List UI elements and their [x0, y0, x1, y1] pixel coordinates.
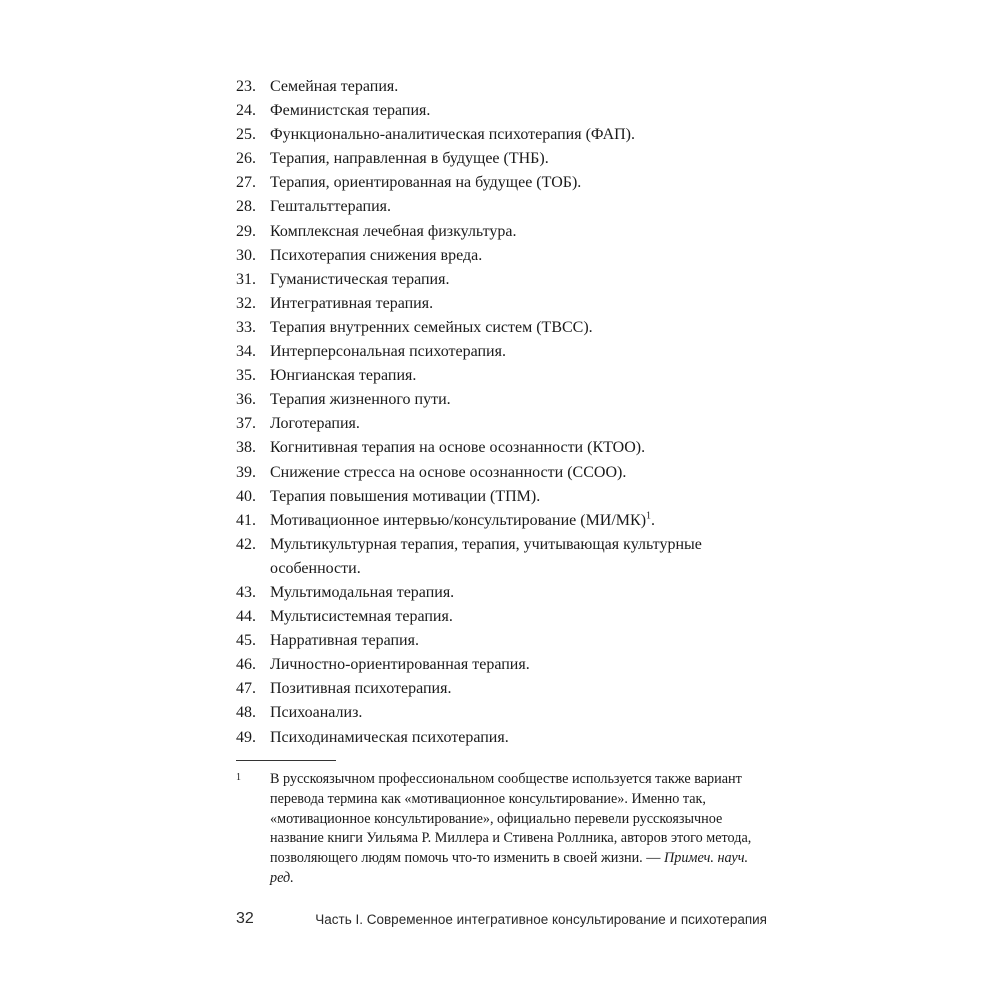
list-item-text	[270, 701, 776, 725]
list-item-label: Гуманистическая терапия.	[270, 270, 450, 288]
list-item-text	[270, 436, 776, 460]
list-item-text	[270, 171, 776, 195]
list-item-label: Юнгианская терапия.	[270, 367, 417, 385]
list-item-label: Личностно-ориентированная терапия.	[270, 656, 530, 674]
list-item-text	[270, 533, 776, 581]
list-item-label: Гештальттерапия.	[270, 198, 392, 216]
list-item-text	[270, 99, 776, 123]
list-item	[236, 316, 776, 340]
list-item	[236, 412, 776, 436]
list-item-label: Интегративная терапия.	[270, 294, 434, 312]
list-item-number: 48.	[236, 704, 256, 722]
list-item	[236, 509, 776, 533]
list-item	[236, 195, 776, 219]
list-item-label: Терапия внутренних семейных систем (ТВСС).	[270, 318, 593, 336]
footnote-rule	[236, 760, 336, 761]
list-item-label: Логотерапия.	[270, 415, 360, 433]
list-item-text	[270, 364, 776, 388]
list-item	[236, 171, 776, 195]
list-item-number: 23.	[236, 78, 256, 95]
list-item-number: 24.	[236, 102, 256, 120]
list-item-text	[270, 147, 776, 171]
list-item-number: 40.	[236, 487, 256, 505]
list-item-tail: .	[651, 511, 656, 529]
list-item-label: Мультикультурная терапия, терапия, учитывающая культурные особенности.	[270, 535, 702, 577]
list-item	[236, 147, 776, 171]
page-number: 32	[236, 910, 254, 927]
list-item-label: Терапия, ориентированная на будущее (ТОБ).	[270, 174, 582, 192]
list-item	[236, 220, 776, 244]
list-item-number: 28.	[236, 198, 256, 216]
list-item-label: Мультимодальная терапия.	[270, 583, 455, 601]
list-item	[236, 605, 776, 629]
list-item-number: 45.	[236, 632, 256, 650]
list-item-text	[270, 485, 776, 509]
list-item-label: Мотивационное интервью/консультирование (МИ/МК)	[270, 511, 647, 529]
list-item-text	[270, 75, 776, 99]
list-item-label: Психодинамическая психотерапия.	[270, 728, 509, 746]
list-item-number: 46.	[236, 656, 256, 674]
list-item-label: Снижение стресса на основе осознанности (ССОО).	[270, 463, 627, 481]
list-item-text	[270, 340, 776, 364]
list-item-text	[270, 677, 776, 701]
list-item-label: Когнитивная терапия на основе осознанности (КТОО).	[270, 439, 646, 457]
list-item-label: Терапия, направленная в будущее (ТНБ).	[270, 150, 549, 168]
list-item-number: 49.	[236, 728, 256, 746]
list-item-text	[270, 461, 776, 485]
list-item-label: Позитивная психотерапия.	[270, 680, 452, 698]
list-item-text	[270, 268, 776, 292]
list-item	[236, 123, 776, 147]
list-item-text	[270, 292, 776, 316]
list-item-text	[270, 220, 776, 244]
list-item	[236, 629, 776, 653]
list-item-label: Интерперсональная психотерапия.	[270, 343, 506, 361]
list-item	[236, 701, 776, 725]
list-item-number: 32.	[236, 294, 256, 312]
list-item-number: 25.	[236, 126, 256, 144]
list-item-number: 33.	[236, 318, 256, 336]
list-item-label: Комплексная лечебная физкультура.	[270, 222, 517, 240]
list-item	[236, 533, 776, 581]
list-item	[236, 726, 776, 750]
list-item-number: 36.	[236, 391, 256, 409]
footnote-mark: 1	[236, 772, 241, 783]
list-item-text	[270, 726, 776, 750]
list-item-label: Феминистская терапия.	[270, 102, 431, 120]
list-item-number: 30.	[236, 246, 256, 264]
list-item	[236, 653, 776, 677]
list-item	[236, 436, 776, 460]
list-item-label: Функционально-аналитическая психотерапия (ФАП).	[270, 126, 635, 144]
list-item-number: 43.	[236, 583, 256, 601]
list-item-number: 38.	[236, 439, 256, 457]
running-head: Часть I. Современное интегративное консультирование и психотерапия	[315, 912, 767, 927]
list-item-number: 41.	[236, 511, 256, 529]
list-item-label: Терапия повышения мотивации (ТПМ).	[270, 487, 541, 505]
list-item-text	[270, 195, 776, 219]
list-item	[236, 364, 776, 388]
list-item	[236, 292, 776, 316]
list-item	[236, 677, 776, 701]
list-item-text	[270, 653, 776, 677]
list-item	[236, 99, 776, 123]
list-item-number: 39.	[236, 463, 256, 481]
list-item	[236, 244, 776, 268]
list-item-text	[270, 605, 776, 629]
list-item	[236, 340, 776, 364]
list-item	[236, 581, 776, 605]
list-item	[236, 75, 776, 99]
list-item-number: 37.	[236, 415, 256, 433]
footnote-text: В русскоязычном профессиональном сообществе используется также вариант перевода термина как «мотивационное консультирование». Именно так, «мотивационное консультирование», официально перевели русскоязычное название книги Уильяма Р. Миллера и Стивена Роллника, авторов этого метода, позволяющего людям помочь что-то изменить в своей жизни. —	[270, 771, 752, 867]
list-item-text	[270, 388, 776, 412]
footnote	[236, 770, 770, 889]
list-item-number: 31.	[236, 270, 256, 288]
list-item-number: 34.	[236, 343, 256, 361]
list-item-number: 26.	[236, 150, 256, 168]
list-item-label: Нарративная терапия.	[270, 632, 419, 650]
list-item-text	[270, 244, 776, 268]
list-item	[236, 268, 776, 292]
list-item-number: 47.	[236, 680, 256, 698]
list-item-label: Психоанализ.	[270, 704, 363, 722]
list-item-number: 35.	[236, 367, 256, 385]
list-item-label: Семейная терапия.	[270, 78, 399, 95]
list-item-number: 44.	[236, 608, 256, 626]
footnote-reference: 1	[646, 510, 652, 522]
therapy-list	[236, 75, 776, 750]
list-item-text	[270, 316, 776, 340]
list-item-text	[270, 581, 776, 605]
list-item-number: 27.	[236, 174, 256, 192]
list-item-text	[270, 509, 776, 533]
list-item	[236, 388, 776, 412]
list-item-label: Психотерапия снижения вреда.	[270, 246, 483, 264]
list-item-label: Терапия жизненного пути.	[270, 391, 451, 409]
list-item-text	[270, 629, 776, 653]
list-item-text	[270, 123, 776, 147]
footnote-body	[270, 770, 770, 889]
list-item-number: 42.	[236, 535, 256, 553]
list-item-label: Мультисистемная терапия.	[270, 608, 453, 626]
list-item-number: 29.	[236, 222, 256, 240]
footnote-editor-note: Примеч. науч. ред.	[270, 850, 749, 886]
list-item-text	[270, 412, 776, 436]
list-item	[236, 461, 776, 485]
list-item	[236, 485, 776, 509]
